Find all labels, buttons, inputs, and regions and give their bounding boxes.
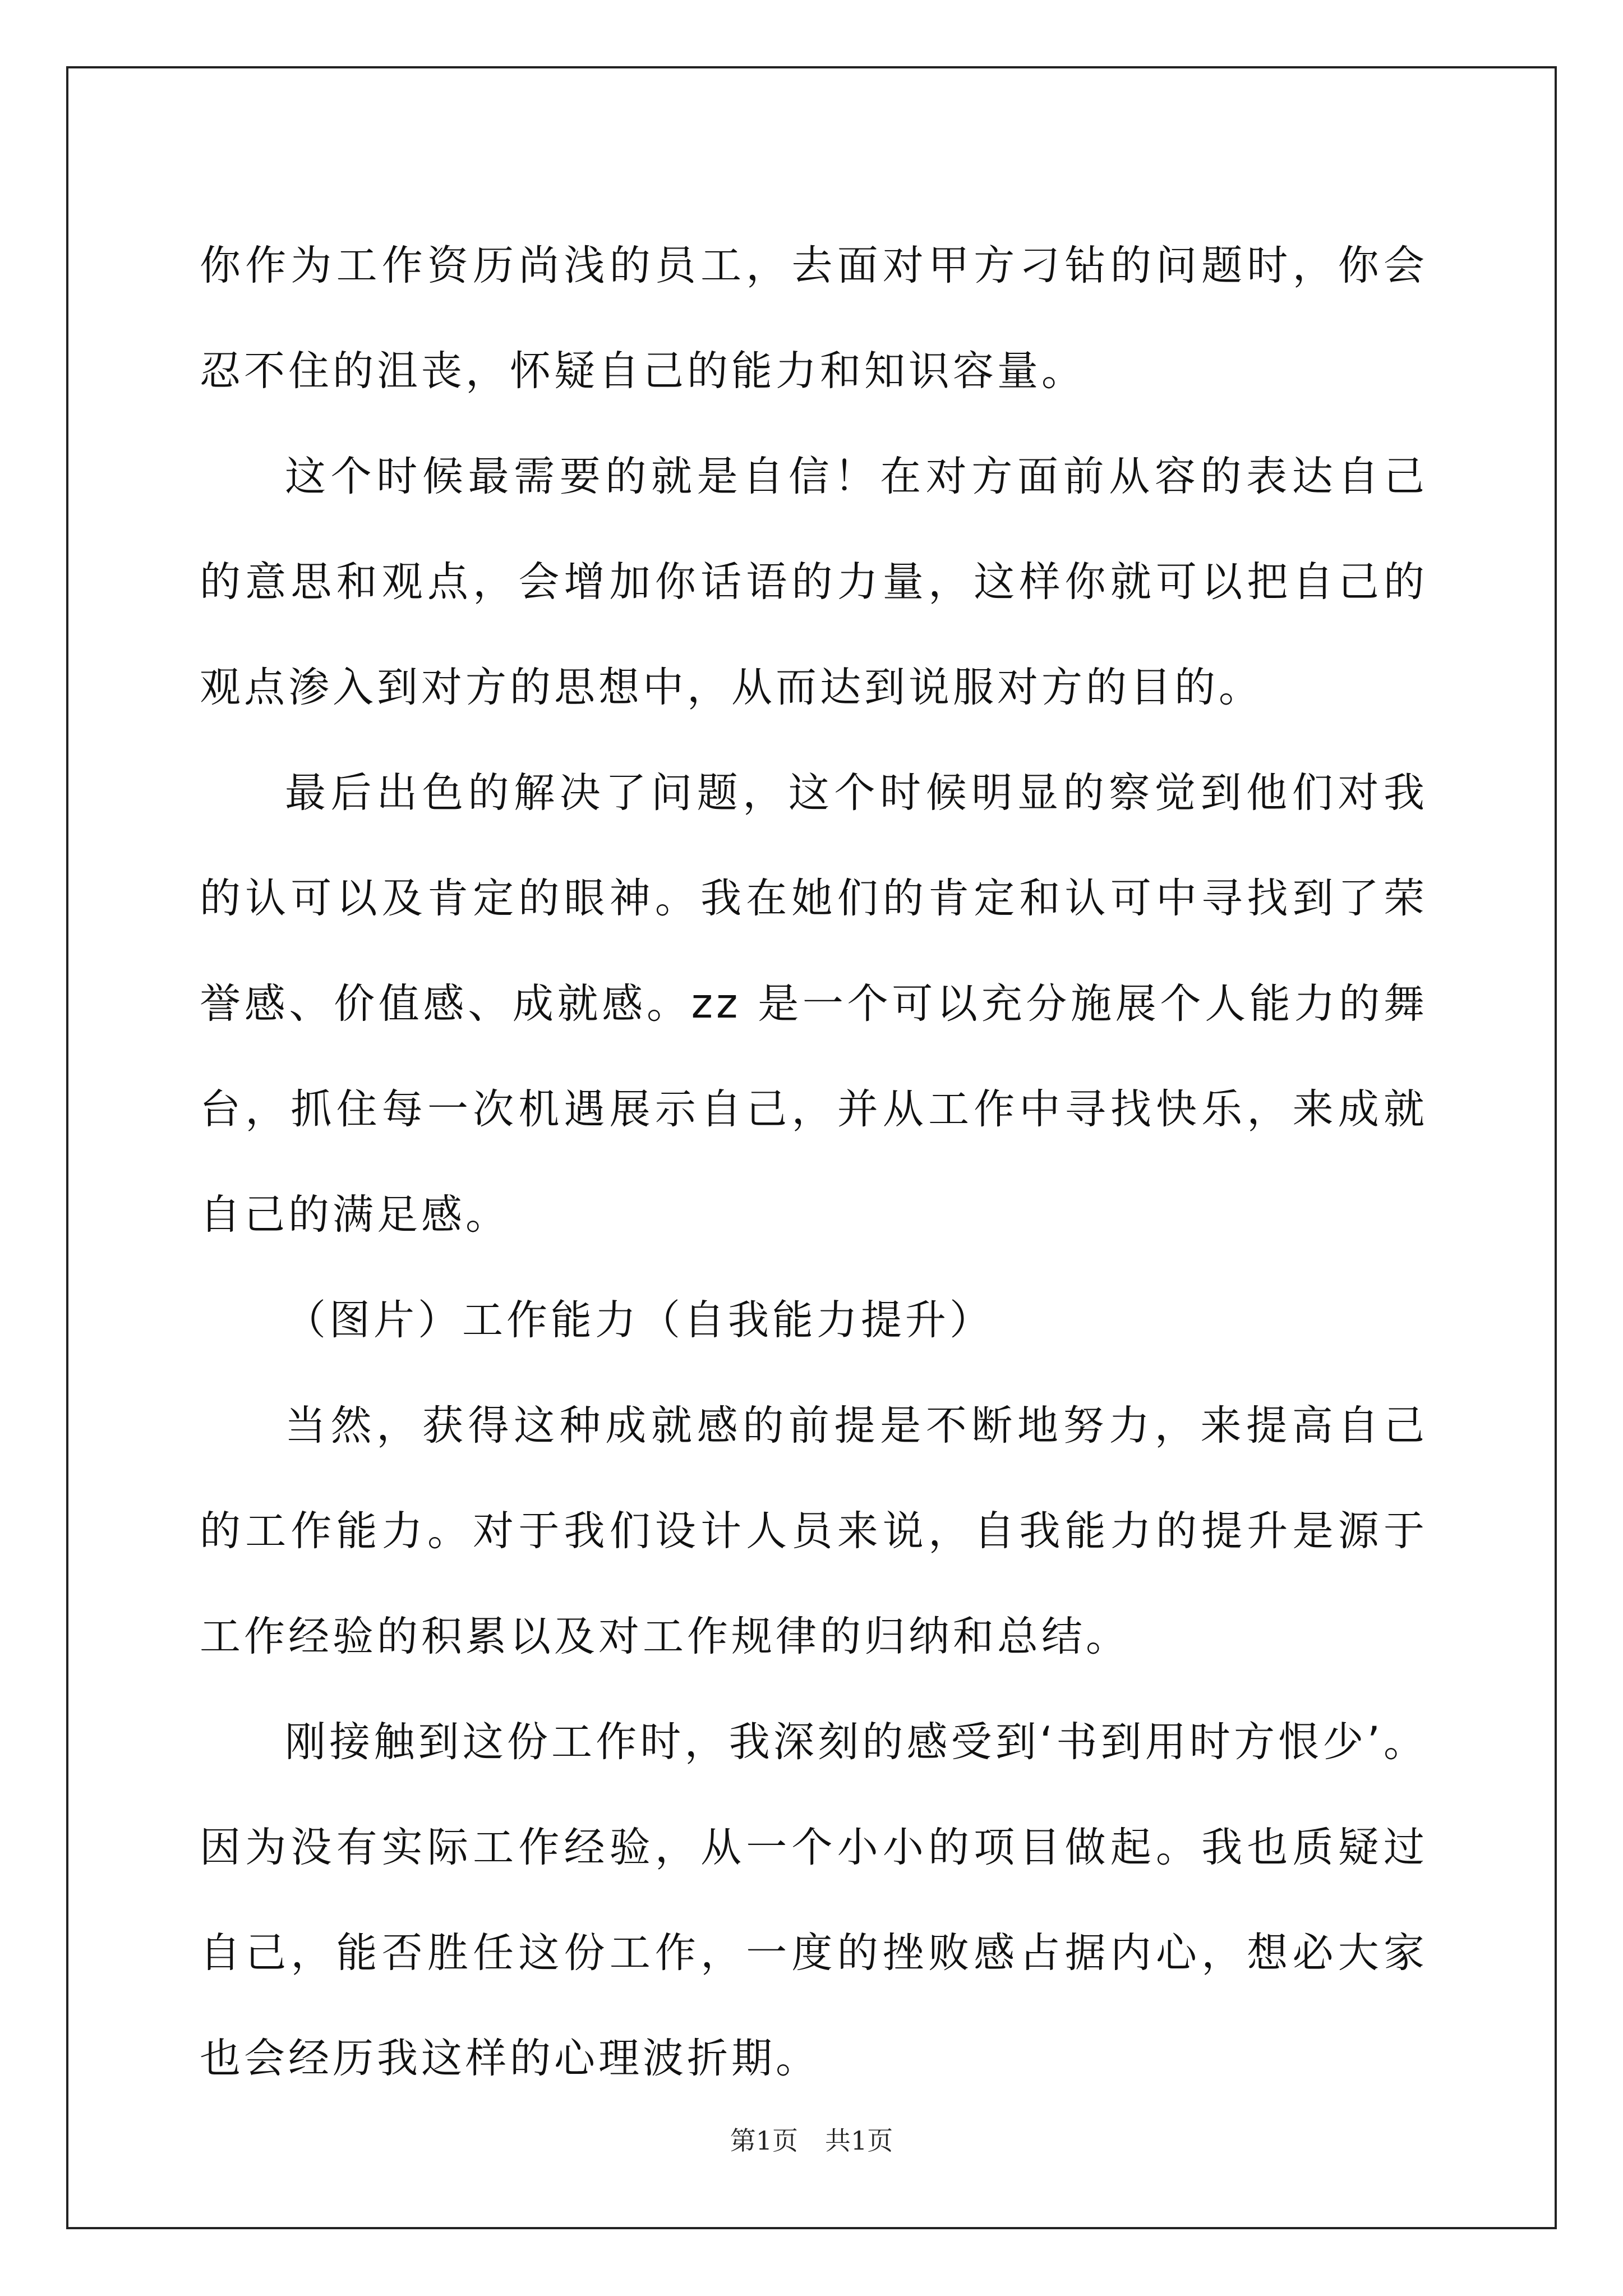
page-number: 第1页 [730,2125,798,2156]
paragraph: 最后出色的解决了问题，这个时候明显的察觉到他们对我的认可以及肯定的眼神。我在她们的肯定和认可中寻找到了荣誉感、价值感、成就感。zz 是一个可以充分施展个人能力的舞台，抓住每一次机遇展示自己，并从工作中寻找快乐，来成就自己的满足感。 [200,769,1428,1239]
paragraph: 你作为工作资历尚浅的员工，去面对甲方刁钻的问题时，你会忍不住的沮丧，怀疑自己的能力和知识容量。 [200,242,1428,395]
page-total: 共1页 [825,2125,893,2156]
document-body [200,213,1428,2111]
page-footer [0,2120,1623,2157]
paragraph: 当然，获得这种成就感的前提是不断地努力，来提高自己的工作能力。对于我们设计人员来说，自我能力的提升是源于工作经验的积累以及对工作规律的归纳和总结。 [200,1402,1428,1660]
paragraph: 这个时候最需要的就是自信！在对方面前从容的表达自己的意思和观点，会增加你话语的力量，这样你就可以把自己的观点渗入到对方的思想中，从而达到说服对方的目的。 [200,453,1428,711]
paragraph: 刚接触到这份工作时，我深刻的感受到‘书到用时方恨少’。因为没有实际工作经验，从一个小小的项目做起。我也质疑过自己，能否胜任这份工作，一度的挫败感占据内心，想必大家也会经历我这样的心理波折期。 [200,1718,1428,2082]
paragraph-figure-caption: （图片）工作能力（自我能力提升） [285,1296,994,1344]
